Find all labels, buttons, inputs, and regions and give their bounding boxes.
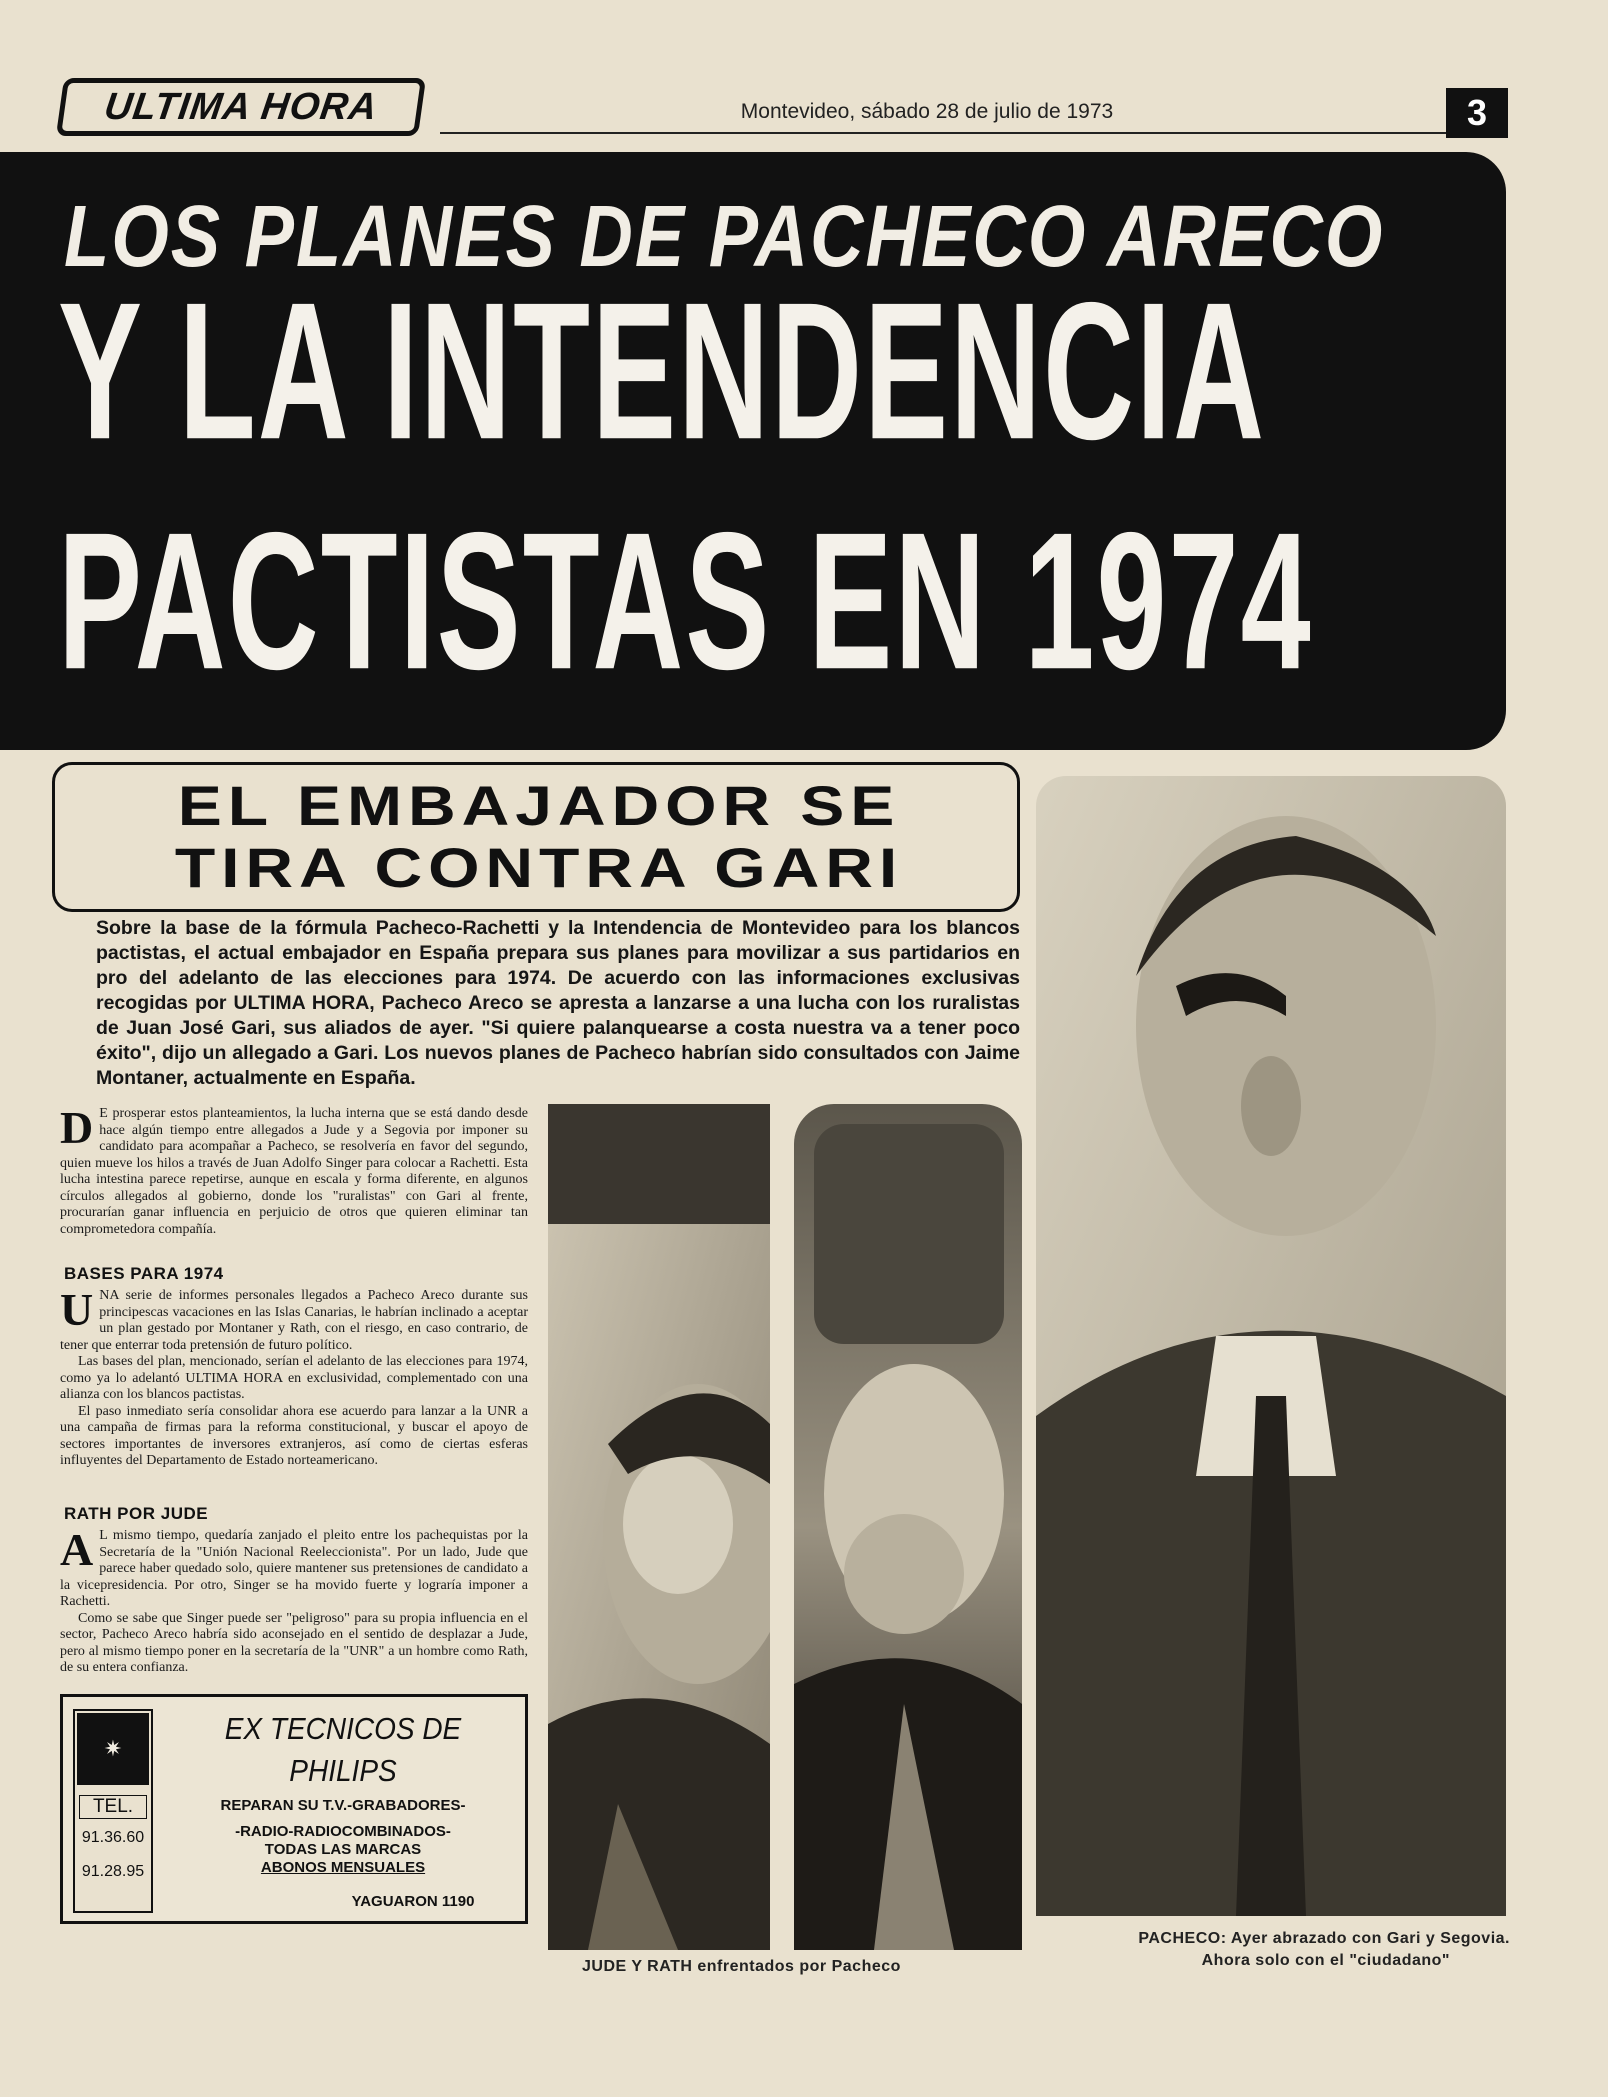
ad-tel-label: TEL.	[79, 1795, 147, 1819]
photo-jude-image	[548, 1104, 770, 1950]
section-paragraph: Como se sabe que Singer puede ser "peligroso" para su propia influencia en el sector, Pacheco Areco habría sido aconsejado en el sentido de desplazar a Jude, pero al mismo tiempo poner en la secretaría de la "UNR" a un hombre como Rath, de su entera confianza.	[60, 1610, 528, 1675]
section-paragraph: Las bases del plan, mencionado, serían el adelanto de las elecciones para 1974, como ya lo adelantó ULTIMA HORA en exclusividad, complementado con una alianza con los blancos pactistas.	[60, 1354, 528, 1402]
dropcap: A	[60, 1524, 94, 1575]
photo-rath-image	[794, 1104, 1022, 1950]
subhead	[0, 775, 1082, 899]
ad-address: YAGUARON 1190	[351, 1893, 475, 1910]
subhead-line-1: EL EMBAJADOR SE	[177, 774, 901, 837]
page-number: 3	[1446, 88, 1508, 138]
section-title-bases: BASES PARA 1974	[64, 1264, 224, 1283]
dropcap: D	[60, 1102, 94, 1153]
ad-line-2: -RADIO-RADIOCOMBINADOS-	[235, 1823, 451, 1840]
advertisement	[60, 1694, 528, 1924]
caption-pacheco-1: PACHECO: Ayer abrazado con Gari y Segovia.	[1138, 1930, 1510, 1947]
ad-line-1: REPARAN SU T.V.-GRABADORES-	[220, 1797, 466, 1814]
photo-jude	[548, 1104, 770, 1950]
section-paragraph: El paso inmediato sería consolidar ahora ese acuerdo para lanzar a la UNR a una campaña de firmas para la reforma constitucional, y buscar el apoyo de sectores importantes de inversores extranjeros, así como de ciertas esferas influyentes del Departamento de Estado norteamericano.	[60, 1403, 528, 1468]
subhead-line-2: TIRA CONTRA GARI	[174, 836, 904, 899]
masthead-rule	[440, 132, 1446, 134]
headline-line-1: Y LA INTENDENCIA	[58, 261, 1267, 481]
photo-rath	[794, 1104, 1022, 1950]
dateline: Montevideo, sábado 28 de julio de 1973	[740, 100, 1114, 123]
ad-line-4: ABONOS MENSUALES	[260, 1859, 426, 1876]
section-title-rath: RATH POR JUDE	[64, 1504, 209, 1523]
caption-pacheco-2: Ahora solo con el "ciudadano"	[1201, 1952, 1450, 1969]
ad-title-2: PHILIPS	[289, 1753, 397, 1788]
intro-text: E prosperar estos planteamientos, la lucha interna que se está dando desde hace algún tiempo entre allegados a Jude y a Segovia por imponer su candidato para acompañar a Pacheco, se resolvería en favor del segundo, quien mueve los hilos a través de Juan Adolfo Singer para colocar a Rachetti. Esta lucha intestina parece repetirse, aunque en escala y forma diferente, en algunos círculos allegados al gobierno, donde los "ruralistas" con Gari al frente, procurarían ganar influencia en perjuicio de otros que quieren eliminar tan comprometedora compañía.	[60, 1106, 528, 1237]
logo-text: ULTIMA HORA	[101, 85, 381, 128]
ad-phone-panel	[73, 1709, 153, 1913]
headline-line-2: PACTISTAS EN 1974	[58, 491, 1313, 711]
section-paragraph: L mismo tiempo, quedaría zanjado el pleito entre los pachequistas por la Secretaría de la "Unión Nacional Reeleccionista". Por un lado, Jude que parece haber quedado solo, quiere mantener sus pretensiones de candidato a la vicepresidencia. Por otro, Singer se ha movido fuerte y lograría imponer a Rachetti.	[60, 1528, 528, 1609]
photo-pacheco	[1036, 776, 1506, 1916]
ad-line-3: TODAS LAS MARCAS	[264, 1841, 422, 1858]
dropcap: U	[60, 1284, 94, 1335]
lead-paragraph: Sobre la base de la fórmula Pacheco-Rachetti y la Intendencia de Montevideo para los blancos pactistas, el actual embajador en España prepara sus planes para movilizar a sus partidarios en pro del adelanto de las elecciones para 1974. De acuerdo con las informaciones exclusivas recogidas por ULTIMA HORA, Pacheco Areco se apresta a lanzarse a una lucha con los ruralistas de Juan José Gari, sus aliados de ayer. "Si quiere palanquearse a costa nuestra va a tener poco éxito", dijo un allegado a Gari. Los nuevos planes de Pacheco habrían sido consultados con Jaime Montaner, actualmente en España.	[96, 917, 1020, 1089]
headline-block	[0, 152, 1506, 750]
caption-jude-rath: JUDE Y RATH enfrentados por Pacheco	[582, 1958, 901, 1975]
ad-phone-1: 91.36.60	[81, 1829, 145, 1846]
subhead-box	[52, 762, 1020, 912]
article-section-rath	[60, 1524, 528, 1677]
photo-pacheco-image	[1036, 776, 1506, 1916]
masthead-logo	[56, 78, 426, 136]
ad-phone-2: 91.28.95	[81, 1863, 145, 1880]
article-intro	[60, 1102, 528, 1238]
headline-kicker: LOS PLANES DE PACHECO ARECO	[64, 187, 1385, 286]
star-icon: ✷	[77, 1713, 149, 1785]
ad-title-1: EX TECNICOS DE	[224, 1711, 462, 1746]
section-paragraph: NA serie de informes personales llegados a Pacheco Areco durante sus principescas vacaciones en las Islas Canarias, le habrían inclinado a aceptar un plan gestado por Montaner y Rath, con el riesgo, en caso contrario, de tener que enterrar toda pretensión de futuro político.	[60, 1288, 528, 1353]
article-section-bases	[60, 1284, 528, 1470]
